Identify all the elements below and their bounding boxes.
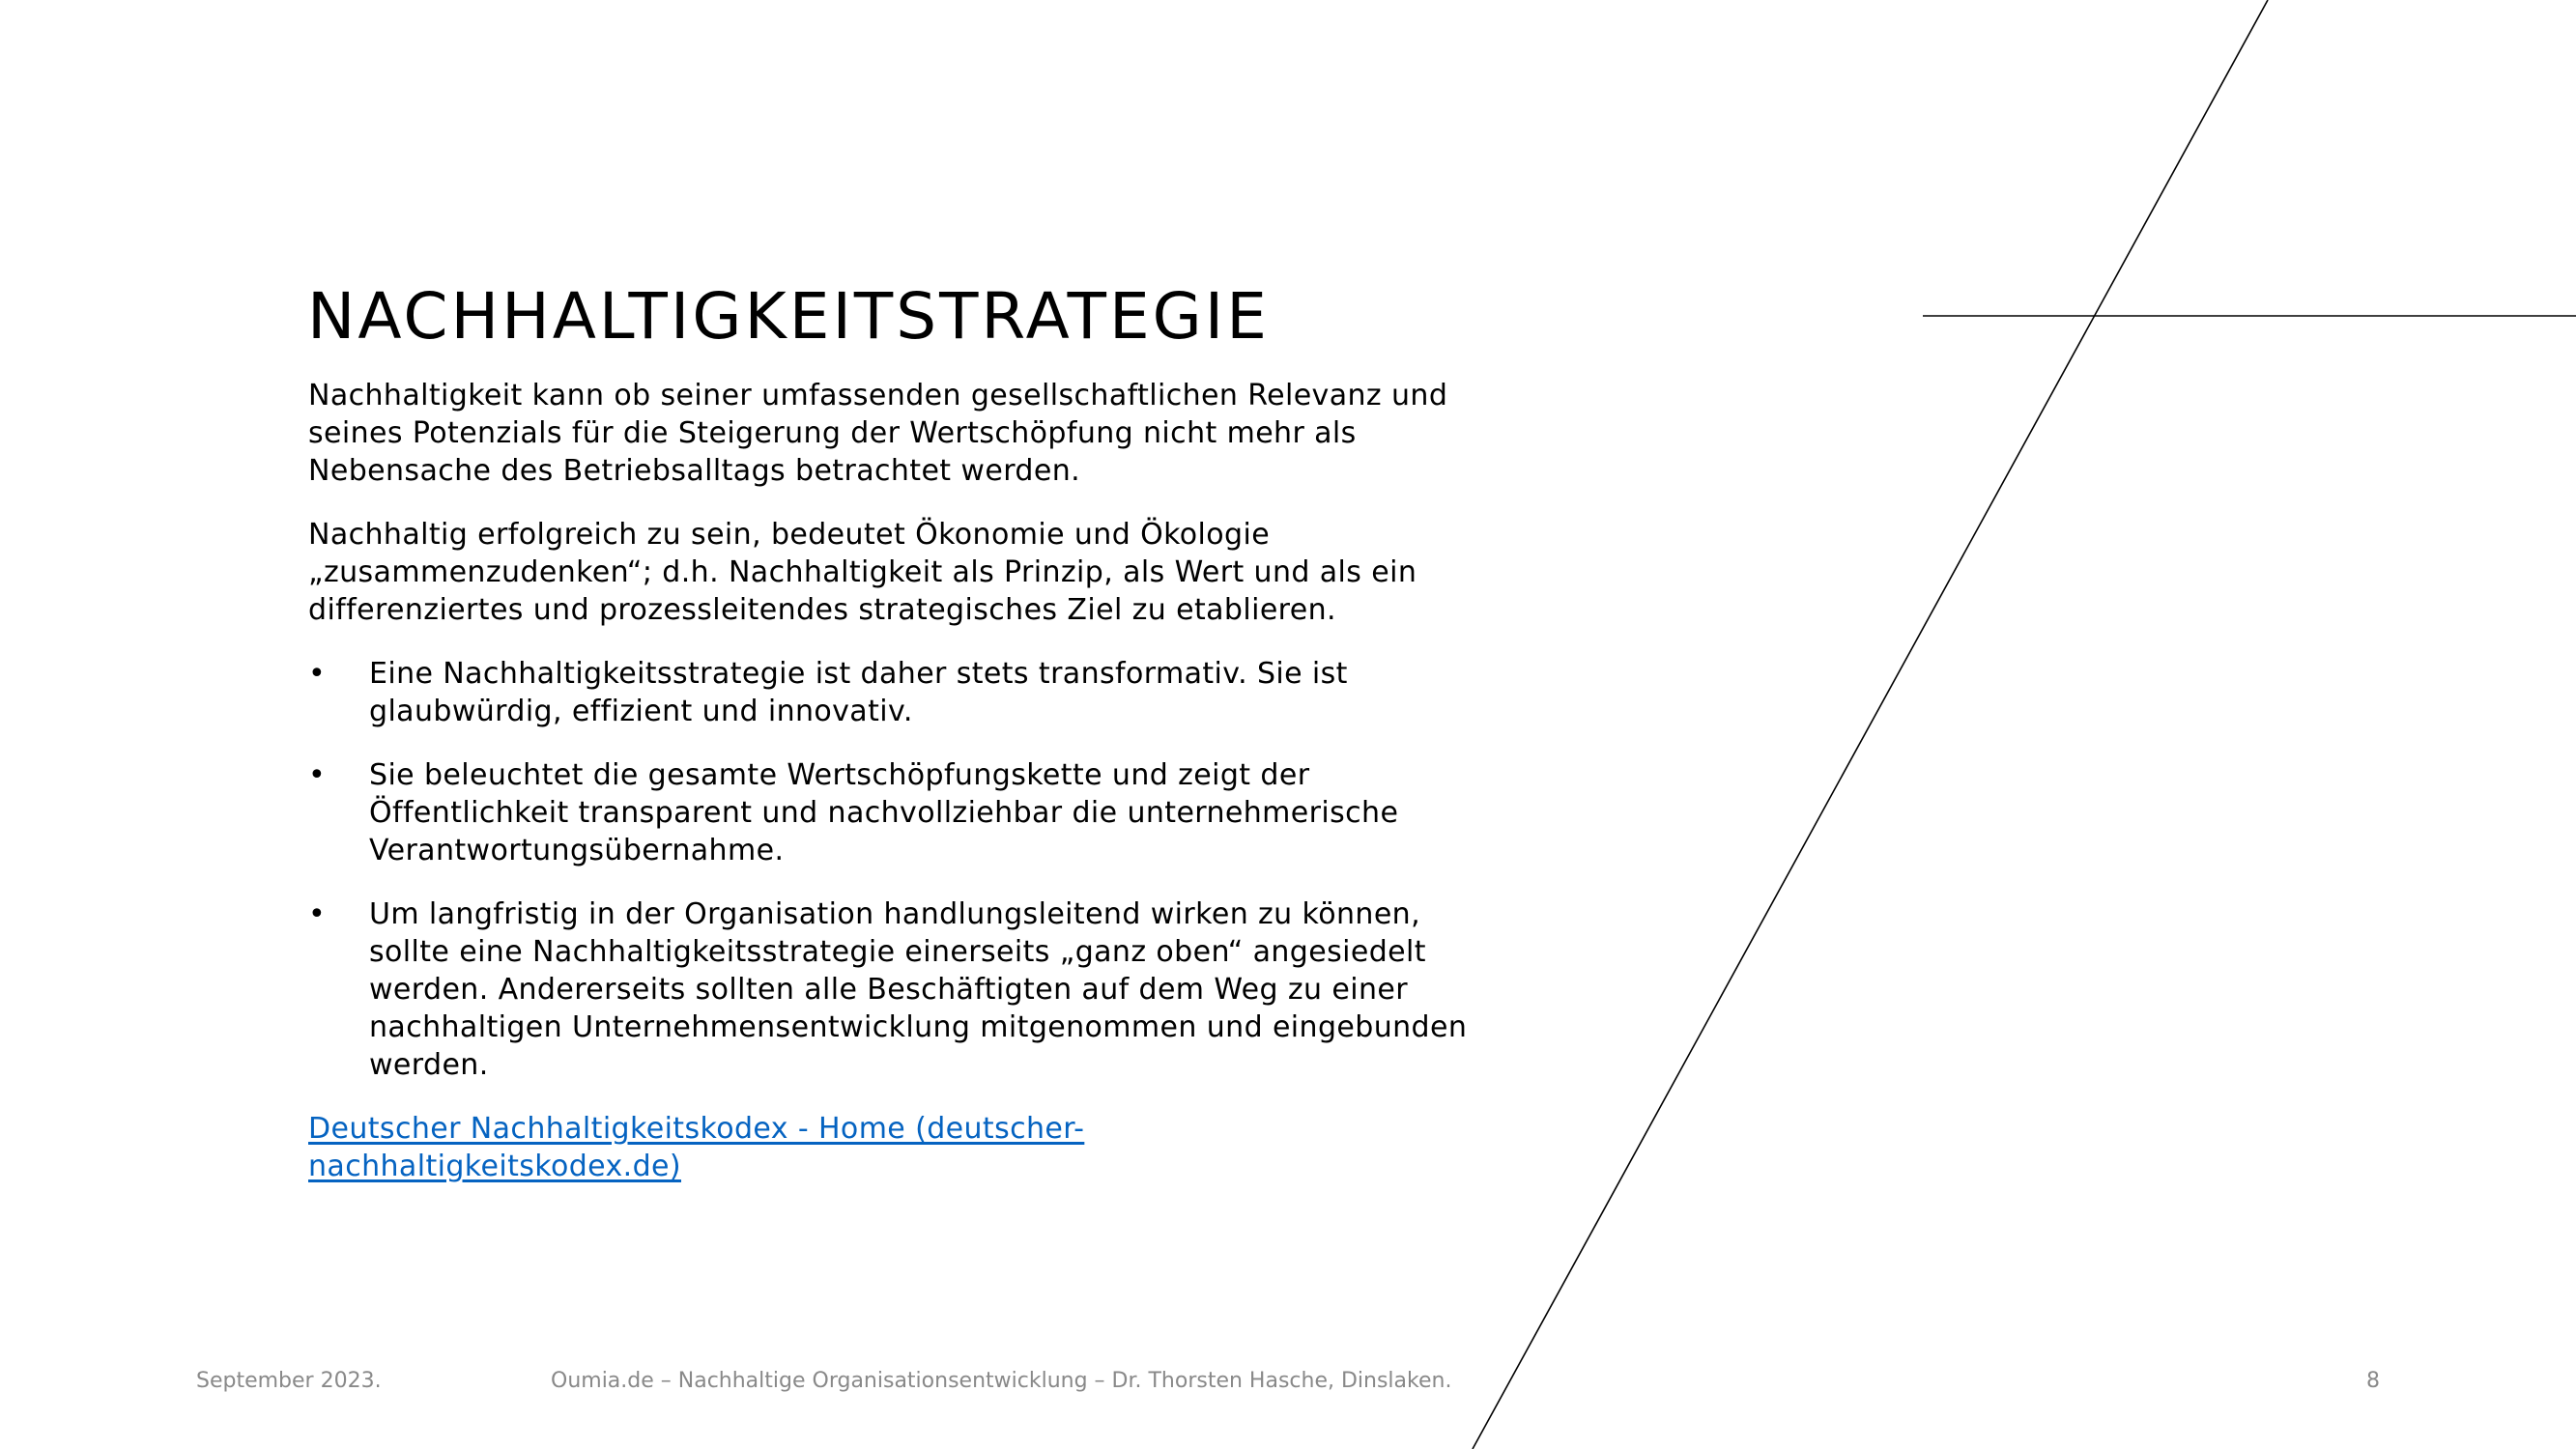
slide-body bbox=[308, 377, 1564, 1185]
bullet-list bbox=[308, 655, 1564, 1084]
text-line: „zusammenzudenken“; d.h. Nachhaltigkeit als Prinzip, als Wert und als ein bbox=[308, 555, 1417, 589]
text-line: Verantwortungsübernahme. bbox=[369, 834, 785, 867]
paragraph-principle bbox=[308, 516, 1564, 629]
bullet-item-organisation bbox=[308, 895, 1564, 1084]
bullet-icon: • bbox=[308, 657, 327, 691]
text-line: nachhaltigen Unternehmensentwicklung mitgenommen und eingebunden bbox=[369, 1010, 1468, 1044]
text-line: differenziertes und prozessleitendes strategisches Ziel zu etablieren. bbox=[308, 593, 1336, 627]
text-line: Sie beleuchtet die gesamte Wertschöpfungskette und zeigt der bbox=[369, 758, 1310, 792]
footer-date: September 2023. bbox=[196, 1369, 382, 1393]
slide-title: NACHHALTIGKEITSTRATEGIE bbox=[307, 279, 1270, 354]
text-line: glaubwürdig, effizient und innovativ. bbox=[369, 695, 913, 728]
bullet-item-value-chain bbox=[308, 756, 1564, 869]
page-number: 8 bbox=[2366, 1369, 2380, 1393]
footer-attribution: Oumia.de – Nachhaltige Organisationsentwicklung – Dr. Thorsten Hasche, Dinslaken. bbox=[551, 1369, 1452, 1393]
text-line: Um langfristig in der Organisation handlungsleitend wirken zu können, bbox=[369, 897, 1421, 931]
text-line: Nebensache des Betriebsalltags betrachtet werden. bbox=[308, 454, 1081, 488]
text-line: sollte eine Nachhaltigkeitsstrategie einerseits „ganz oben“ angesiedelt bbox=[369, 935, 1426, 969]
text-line: Eine Nachhaltigkeitsstrategie ist daher stets transformativ. Sie ist bbox=[369, 657, 1348, 691]
bullet-icon: • bbox=[308, 897, 327, 931]
nachhaltigkeitskodex-link[interactable] bbox=[308, 1110, 1564, 1185]
bullet-icon: • bbox=[308, 758, 327, 792]
link-text-line[interactable]: nachhaltigkeitskodex.de) bbox=[308, 1150, 681, 1183]
text-line: werden. bbox=[369, 1048, 489, 1082]
text-line: Nachhaltigkeit kann ob seiner umfassenden gesellschaftlichen Relevanz und bbox=[308, 379, 1448, 412]
decorative-diagonal-line bbox=[1473, 0, 2268, 1449]
bullet-item-transformative bbox=[308, 655, 1564, 730]
text-line: werden. Andererseits sollten alle Beschäftigten auf dem Weg zu einer bbox=[369, 973, 1409, 1007]
text-line: Öffentlichkeit transparent und nachvollziehbar die unternehmerische bbox=[369, 796, 1399, 830]
text-line: seines Potenzials für die Steigerung der Wertschöpfung nicht mehr als bbox=[308, 416, 1357, 450]
link-text-line[interactable]: Deutscher Nachhaltigkeitskodex - Home (deutscher- bbox=[308, 1112, 1085, 1146]
paragraph-relevance bbox=[308, 377, 1564, 490]
text-line: Nachhaltig erfolgreich zu sein, bedeutet Ökonomie und Ökologie bbox=[308, 518, 1271, 552]
